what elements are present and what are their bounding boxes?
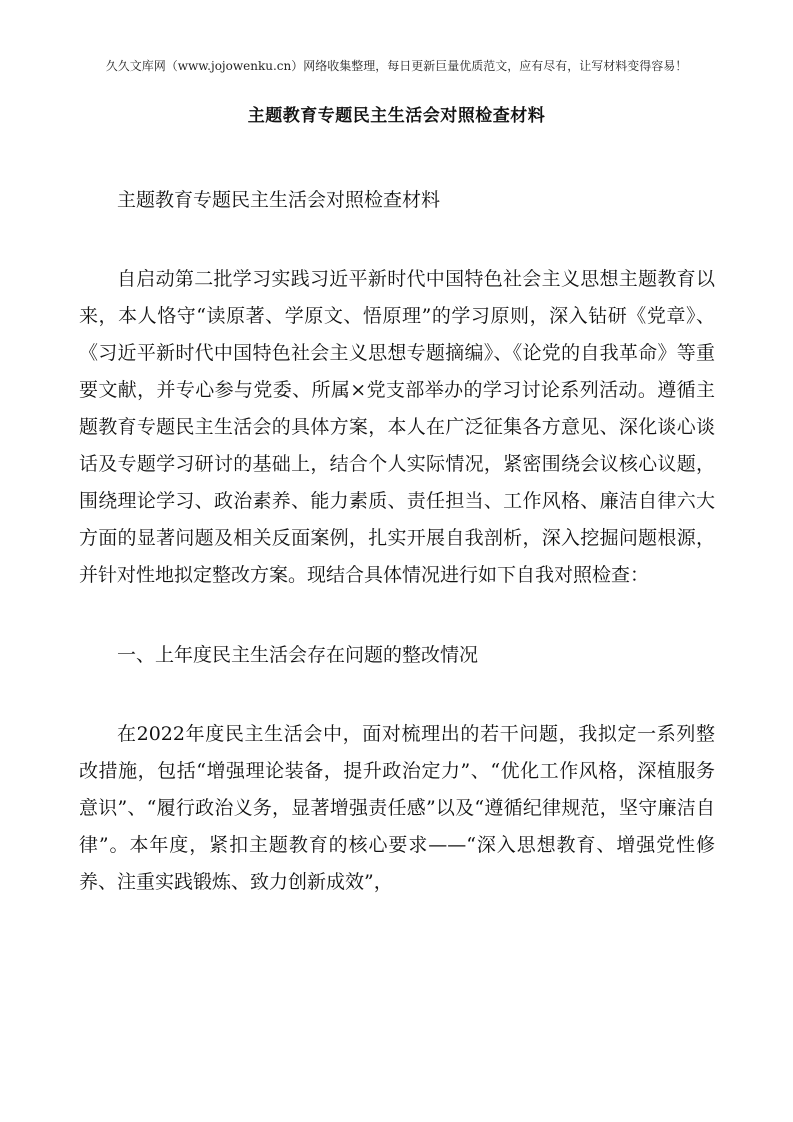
- section-paragraph: 在2022年度民主生活会中，面对梳理出的若干问题，我拟定一系列整改措施，包括“增强理论装备，提升政治定力”、“优化工作风格，深植服务意识”、“履行政治义务，显著增强责任感”以及“遵循纪律规范，坚守廉洁自律”。本年度，紧扣主题教育的核心要求——“深入思想教育、增强党性修养、注重实践锻炼、致力创新成效”，: [79, 723, 715, 893]
- section-heading: 一、上年度民主生活会存在问题的整改情况: [117, 644, 479, 666]
- header-note: 久久文库网（www.jojowenku.cn）网络收集整理，每日更新巨量优质范文，应有尽有，让写材料变得容易！: [105, 59, 688, 73]
- document-body: [79, 182, 715, 901]
- subtitle-paragraph: 主题教育专题民主生活会对照检查材料: [117, 189, 441, 211]
- intro-paragraph: 自启动第二批学习实践习近平新时代中国特色社会主义思想主题教育以来，本人恪守“读原著、学原文、悟原理”的学习原则，深入钻研《党章》、《习近平新时代中国特色社会主义思想专题摘编》、《论党的自我革命》等重要文献，并专心参与党委、所属×党支部举办的学习讨论系列活动。遵循主题教育专题民主生活会的具体方案，本人在广泛征集各方意见、深化谈心谈话及专题学习研讨的基础上，结合个人实际情况，紧密围绕会议核心议题，围绕理论学习、政治素养、能力素质、责任担当、工作风格、廉洁自律六大方面的显著问题及相关反面案例，扎实开展自我剖析，深入挖掘问题根源，并针对性地拟定整改方案。现结合具体情况进行如下自我对照检查：: [79, 268, 715, 586]
- document-title: 主题教育专题民主生活会对照检查材料: [247, 106, 546, 126]
